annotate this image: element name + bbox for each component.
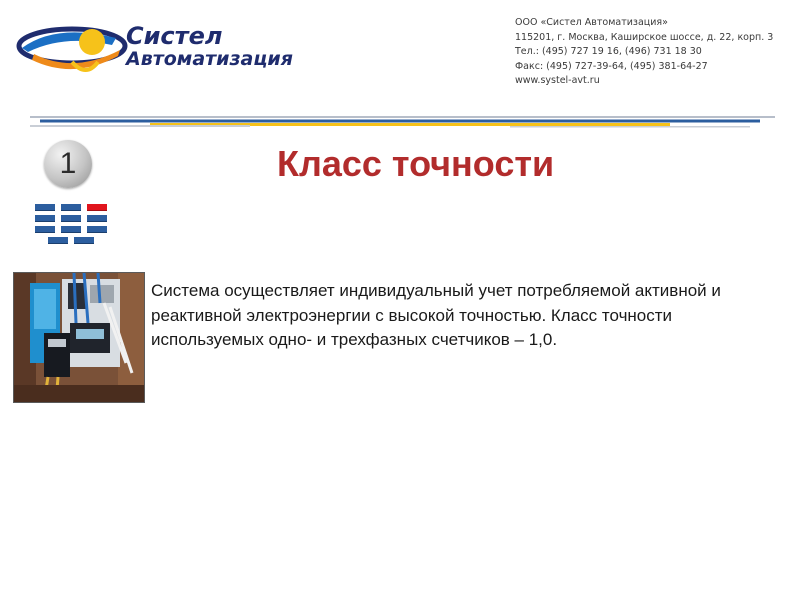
grid-cell[interactable] (35, 204, 55, 211)
slide-number: 1 (59, 147, 77, 180)
contact-fax: Факс: (495) 727-39-64, (495) 381-64-27 (515, 60, 708, 72)
grid-cell[interactable] (61, 204, 81, 211)
logo-wordmark (126, 24, 293, 70)
grid-cell-active[interactable] (87, 204, 107, 211)
grid-cell[interactable] (48, 237, 68, 244)
slide-grid-navigation (35, 204, 110, 254)
contact-website[interactable]: www.systel-avt.ru (515, 75, 600, 87)
logo-line-1: Систел (126, 22, 223, 50)
company-logo (16, 18, 293, 78)
grid-cell[interactable] (74, 237, 94, 244)
electric-meter-photo (13, 272, 145, 403)
grid-cell[interactable] (87, 215, 107, 222)
grid-cell[interactable] (61, 215, 81, 222)
slide-number-badge (44, 140, 92, 188)
grid-cell[interactable] (61, 226, 81, 233)
slide-title: Класс точности (277, 143, 555, 184)
contact-company: ООО «Систел Автоматизация» (515, 17, 668, 28)
grid-cell[interactable] (35, 226, 55, 233)
header-divider (30, 112, 775, 132)
logo-emblem-icon (16, 18, 128, 80)
contact-info (515, 16, 790, 89)
grid-cell[interactable] (35, 215, 55, 222)
contact-phone: Тел.: (495) 727 19 16, (496) 731 18 30 (515, 46, 702, 58)
contact-address: 115201, г. Москва, Каширское шоссе, д. 22, корп. 3 (515, 31, 774, 43)
grid-cell[interactable] (87, 226, 107, 233)
slide-body-text: Система осуществляет индивидуальный учет потребляемой активной и реактивной электроэнергии с высокой точностью. Класс точности используемых одно- и трехфазных счетчиков – 1,0. (151, 281, 721, 349)
logo-line-2: Автоматизация (126, 48, 293, 71)
meter-cabinet-image (14, 273, 144, 402)
